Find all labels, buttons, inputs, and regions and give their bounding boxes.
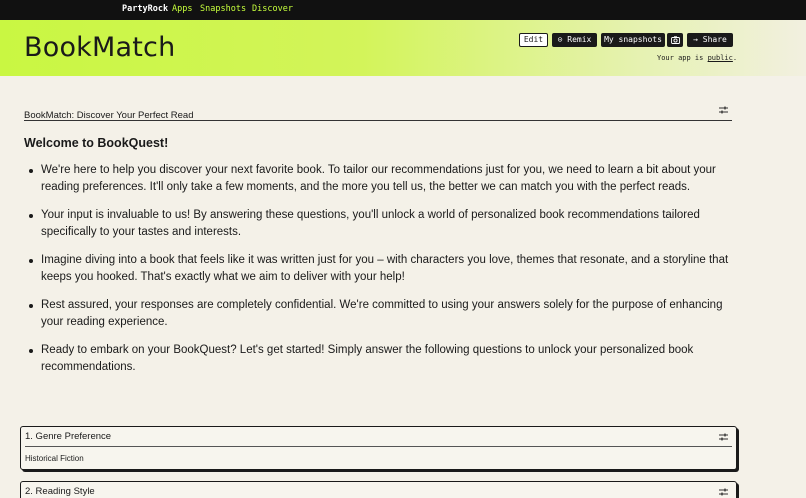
share-button[interactable]: → Share: [687, 33, 733, 47]
remix-button[interactable]: ⊙ Remix: [552, 33, 597, 47]
widget-title: 1. Genre Preference: [25, 431, 112, 442]
nav-link-snapshots[interactable]: Snapshots: [200, 4, 247, 14]
nav-link-apps[interactable]: Apps: [172, 4, 193, 14]
app-header: [0, 20, 806, 76]
list-item: Your input is invaluable to us! By answering these questions, you'll unlock a world of personalized book recommendations tailored specifically to your tastes and interests.: [24, 207, 736, 241]
welcome-heading: Welcome to BookQuest!: [24, 136, 169, 150]
snapshot-camera-button[interactable]: [667, 33, 683, 47]
top-nav-bar: [0, 0, 806, 20]
public-link[interactable]: public: [707, 54, 733, 62]
widget-content: [24, 136, 736, 387]
camera-icon: [671, 36, 680, 44]
intro-bullet-list: [24, 162, 736, 376]
genre-preference-input[interactable]: Historical Fiction: [25, 454, 84, 463]
widget-title-bar: [25, 482, 732, 498]
list-item: Rest assured, your responses are completely confidential. We're committed to using your answers solely for the purpose of enhancing your reading experience.: [24, 297, 736, 331]
public-status-prefix: Your app is: [657, 54, 708, 62]
my-snapshots-button[interactable]: My snapshots: [601, 33, 665, 47]
widget-title-bar: [24, 103, 732, 121]
public-status: [657, 54, 737, 62]
public-status-suffix: .: [732, 54, 738, 62]
list-item: We're here to help you discover your next favorite book. To tailor our recommendations just for you, we need to learn a bit about your reading preferences. It'll only take a few moments, and the more you tell us, the better we can match you with the perfect reads.: [24, 162, 736, 196]
partyrock-logo[interactable]: PartyRock: [122, 4, 169, 14]
app-title: BookMatch: [24, 32, 176, 63]
settings-sliders-icon[interactable]: [719, 433, 728, 441]
settings-sliders-icon[interactable]: [719, 106, 728, 114]
reading-style-widget: [20, 481, 737, 498]
nav-link-discover[interactable]: Discover: [252, 4, 293, 14]
widget-title-bar: [25, 427, 732, 447]
settings-sliders-icon[interactable]: [719, 488, 728, 496]
edit-button[interactable]: Edit: [519, 33, 548, 47]
widget-title: 2. Reading Style: [25, 486, 95, 497]
genre-preference-widget: [20, 426, 737, 470]
widget-title: BookMatch: Discover Your Perfect Read: [24, 110, 194, 121]
list-item: Ready to embark on your BookQuest? Let's get started! Simply answer the following questions to unlock your personalized book recommendations.: [24, 342, 736, 376]
list-item: Imagine diving into a book that feels like it was written just for you – with characters you love, themes that resonate, and a storyline that keeps you hooked. That's exactly what we aim to deliver with your help!: [24, 252, 736, 286]
